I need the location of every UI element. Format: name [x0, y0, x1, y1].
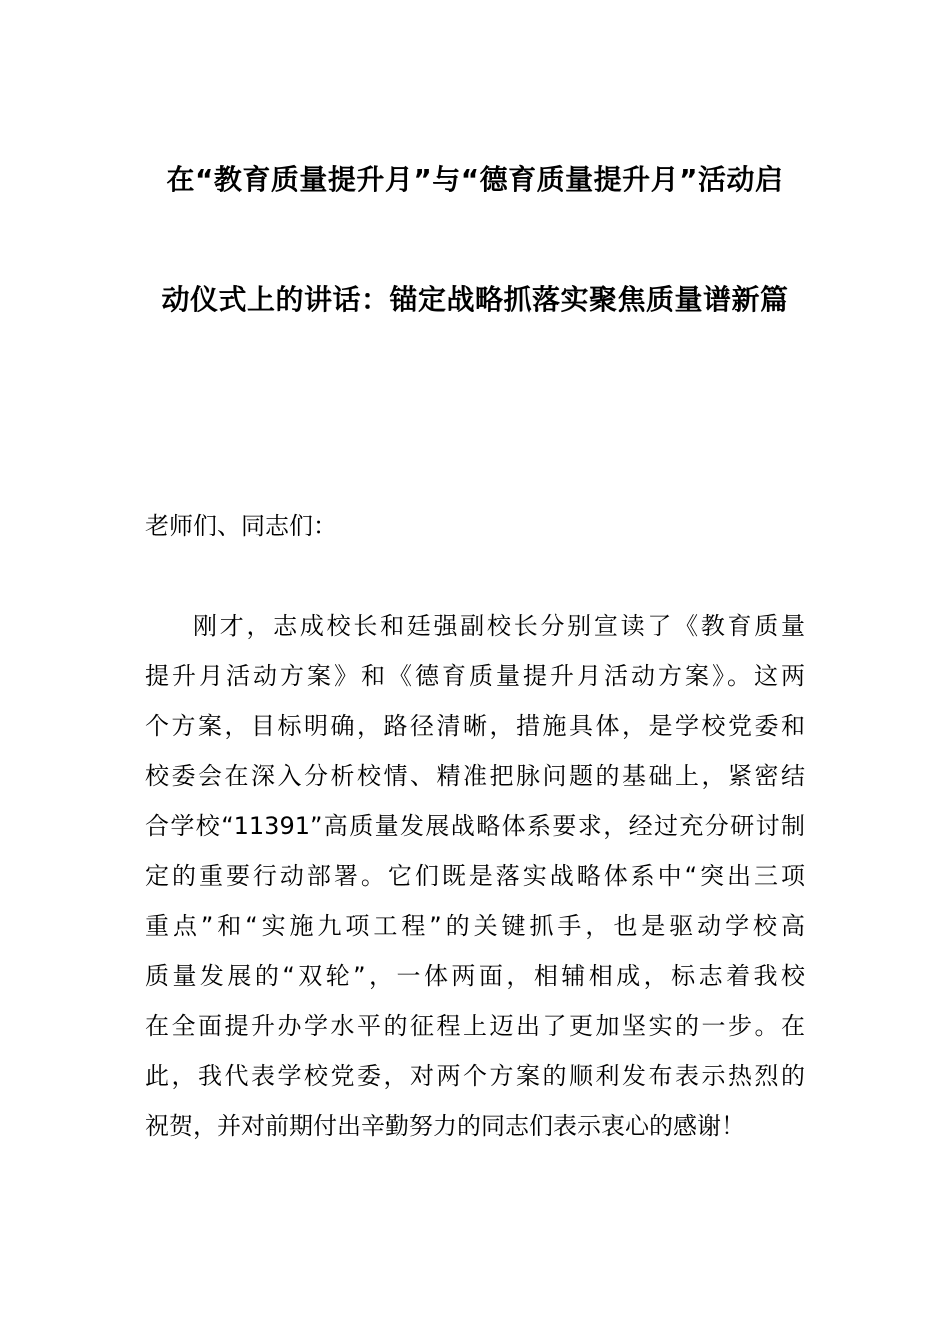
paragraph-line: 质量发展的“双轮”，一体两面，相辅相成，标志着我校: [145, 962, 805, 990]
paragraph-line: 定的重要行动部署。它们既是落实战略体系中“突出三项: [145, 862, 805, 890]
paragraph-line: 校委会在深入分析校情、精准把脉问题的基础上，紧密结: [145, 762, 805, 790]
paragraph-line: 提升月活动方案》和《德育质量提升月活动方案》。这两: [145, 662, 805, 690]
document-title-line-2: 动仪式上的讲话：锚定战略抓落实聚焦质量谱新篇: [161, 283, 789, 316]
paragraph-line: 在全面提升办学水平的征程上迈出了更加坚实的一步。在: [145, 1012, 805, 1040]
paragraph-line: 刚才，志成校长和廷强副校长分别宣读了《教育质量: [193, 612, 805, 640]
document-title-line-1: 在“教育质量提升月”与“德育质量提升月”活动启: [166, 163, 784, 196]
paragraph-line: 重点”和“实施九项工程”的关键抓手，也是驱动学校高: [145, 912, 805, 940]
salutation: 老师们、同志们：: [145, 512, 337, 540]
paragraph-line: 合学校“11391”高质量发展战略体系要求，经过充分研讨制: [145, 812, 805, 840]
paragraph-line: 祝贺，并对前期付出辛勤努力的同志们表示衷心的感谢！: [145, 1112, 745, 1140]
paragraph-line: 此，我代表学校党委，对两个方案的顺利发布表示热烈的: [145, 1062, 805, 1090]
paragraph-line: 个方案，目标明确，路径清晰，措施具体，是学校党委和: [145, 712, 805, 740]
